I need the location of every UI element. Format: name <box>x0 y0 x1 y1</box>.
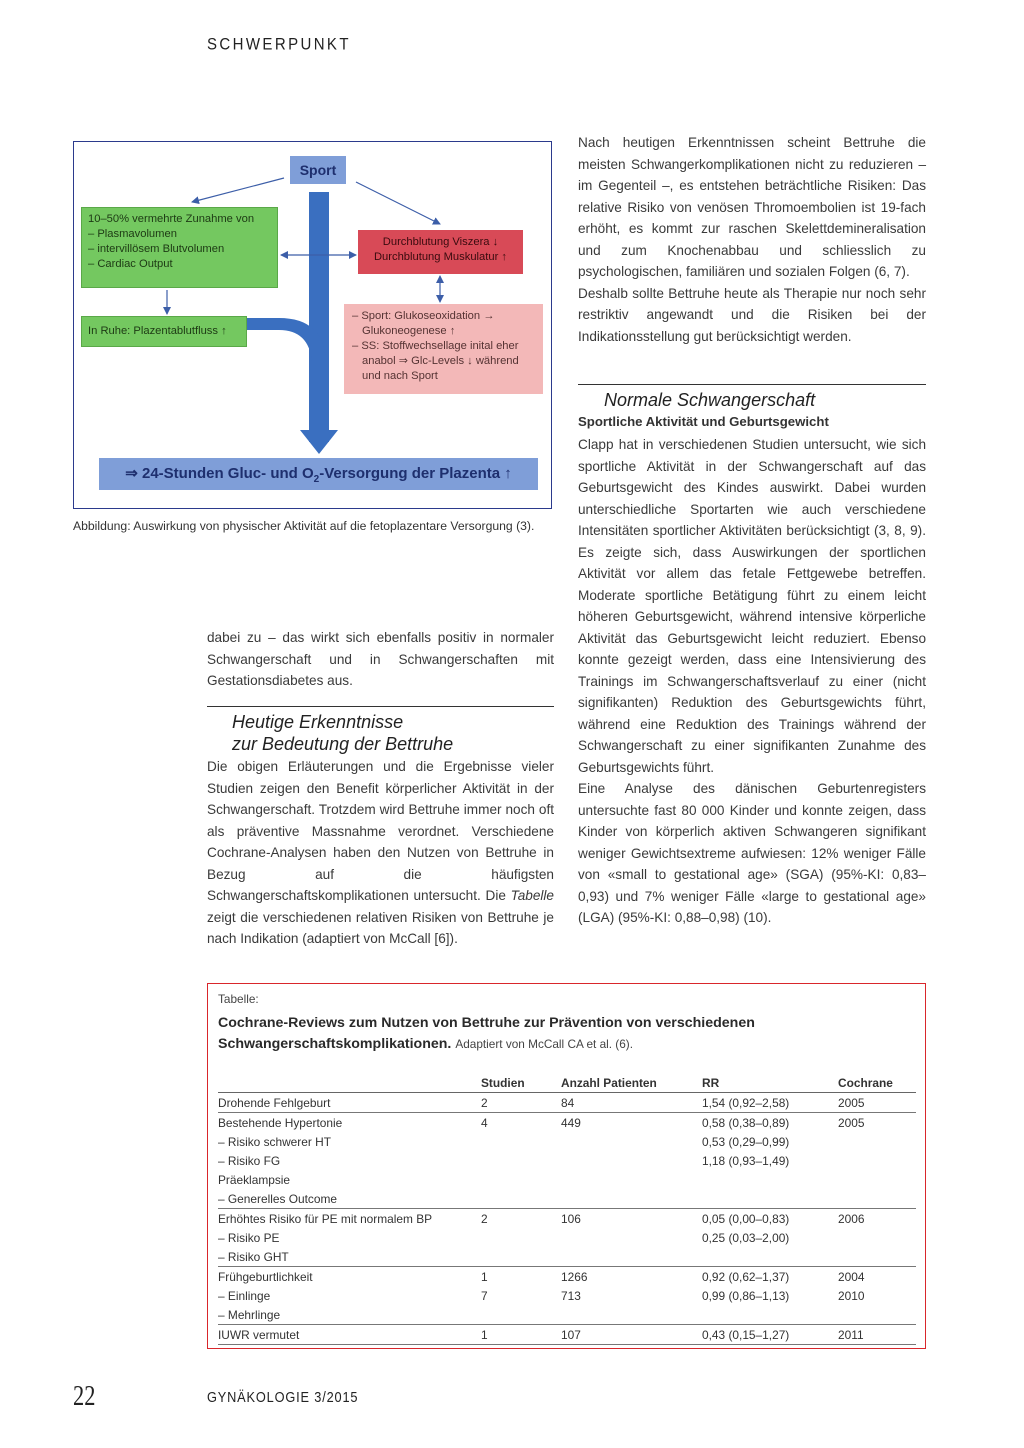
data-table <box>218 1073 916 1345</box>
right-col-top <box>578 132 926 347</box>
pink-line: Glukoneogenese ↑ <box>362 325 456 337</box>
table-row <box>218 1286 916 1305</box>
table-cell: Bestehende Hypertonie <box>218 1113 481 1133</box>
table-cell <box>702 1170 838 1189</box>
table-cell <box>561 1170 702 1189</box>
table-row <box>218 1247 916 1267</box>
table-row <box>218 1189 916 1209</box>
table-cell <box>561 1189 702 1209</box>
table-header-cell: RR <box>702 1073 838 1093</box>
table-row <box>218 1267 916 1287</box>
table-cell <box>561 1132 702 1151</box>
table-cell: 2005 <box>838 1113 916 1133</box>
table-cell <box>481 1170 561 1189</box>
table-cell: 0,99 (0,86–1,13) <box>702 1288 790 1303</box>
table-cell <box>838 1305 916 1325</box>
bottom-result-suffix: -Versorgung der Plazenta ↑ <box>319 465 512 482</box>
table-row <box>218 1325 916 1345</box>
table-row <box>218 1093 916 1113</box>
right-para-3: Clapp hat in verschiedenen Studien untersucht, wie sich sportliche Aktivität in der Schwangerschaft auf das Geburtsgewicht des Kindes auswirkt. Dabei wurden unterschiedliche Sportarten wie auch verschiedene Intensitäten sportlicher Aktivitäten berücksichtigt (3, 8, 9). Es zeigte sich, dass Auswirkungen der sportlichen Aktivität vor allem das fetale Fettgewebe betreffen. Moderate sportliche Betätigung führt zu einem leicht höheren Geburtsgewicht, während intensive körperliche Aktivität das Geburtsgewicht leicht reduziert. Ebenso konnte gezeigt werden, dass eine Intensivierung des Trainings im Schwangerschaftsverlauf zu einer (nicht signifikanten) Reduktion des Geburtsgewichts führt, während eine Reduktion des Trainings während der Schwangerschaft zu einer signifikanten Zunahme des Geburtsgewichts führt. <box>578 437 926 775</box>
table-cell: 1,18 (0,93–1,49) <box>702 1153 790 1168</box>
table-cell: 449 <box>561 1113 702 1133</box>
sport-box: Sport <box>290 156 346 184</box>
pink-line: – SS: Stoffwechsellage inital eher <box>352 340 519 352</box>
table-row <box>218 1228 916 1247</box>
table-label: Tabelle: <box>218 992 259 1006</box>
red-line-2: Durchblutung Muskulatur ↑ <box>373 251 508 263</box>
table-cell <box>838 1132 916 1151</box>
table-cell: – Risiko FG <box>218 1153 281 1168</box>
section-rubric: SCHWERPUNKT <box>207 35 351 54</box>
table-cell: 107 <box>561 1325 702 1345</box>
table-cell: 106 <box>561 1209 702 1229</box>
right-para-2: Deshalb sollte Bettruhe heute als Therapie nur noch sehr restriktiv angewandt und die Risiken bei der Indikationsstellung gut berücksichtigt werden. <box>578 285 926 344</box>
table-cell: 2 <box>481 1093 561 1113</box>
pink-line: anabol ⇒ Glc-Levels ↓ während <box>362 355 519 367</box>
table-title <box>218 1013 908 1055</box>
table-row <box>218 1209 916 1229</box>
table-cell: 2006 <box>838 1209 916 1229</box>
left-heading-line-2: zur Bedeutung der Bettruhe <box>232 734 454 754</box>
table-cell: 0,92 (0,62–1,37) <box>702 1267 838 1287</box>
right-heading-rule <box>578 384 926 385</box>
table-box <box>207 983 926 1349</box>
table-cell <box>481 1247 561 1267</box>
table-cell <box>481 1228 561 1247</box>
green-top-box <box>81 207 278 288</box>
right-heading: Normale Schwangerschaft <box>604 390 816 410</box>
table-cell <box>702 1247 838 1267</box>
bottom-result-prefix: ⇒ 24-Stunden Gluc- und O <box>125 465 314 482</box>
pink-line: – Sport: Glukoseoxidation → <box>352 310 495 322</box>
table-row <box>218 1132 916 1151</box>
figure-diagram <box>73 141 552 509</box>
table-cell: Drohende Fehlgeburt <box>218 1093 481 1113</box>
table-title-text: Cochrane-Reviews zum Nutzen von Bettruhe zur Prävention von verschiedenen Schwangerschaftskomplikationen. <box>218 1015 755 1052</box>
left-para-1-text: dabei zu – das wirkt sich ebenfalls positiv in normaler Schwangerschaft und in Schwangerschaften mit Gestationsdiabetes aus. <box>207 630 554 688</box>
table-cell: – Mehrlinge <box>218 1307 281 1322</box>
left-heading <box>232 711 552 755</box>
left-para-2 <box>207 756 554 950</box>
journal-name: GYNÄKOLOGIE 3/2015 <box>207 1389 359 1406</box>
table-cell: 1 <box>481 1267 561 1287</box>
table-cell: 1 <box>481 1325 561 1345</box>
green-bottom-box: In Ruhe: Plazentablutfluss ↑ <box>81 316 247 347</box>
green-top-item: – Cardiac Output <box>88 258 173 270</box>
table-cell: – Risiko schwerer HT <box>218 1134 331 1149</box>
table-cell <box>702 1189 838 1209</box>
table-cell: 84 <box>561 1093 702 1113</box>
table-cell: IUWR vermutet <box>218 1325 481 1345</box>
left-heading-line-1: Heutige Erkenntnisse <box>232 712 404 732</box>
table-cell: 1,54 (0,92–2,58) <box>702 1093 838 1113</box>
table-cell: 2011 <box>838 1325 916 1345</box>
right-para-1: Nach heutigen Erkenntnissen scheint Bettruhe die meisten Schwangerkomplikationen nicht zu reduzieren – im Gegenteil –, es entstehen beträchtliche Risiken: Das relative Risiko von venösen Thromoembolien ist 19-fach erhöht, es kommt zur raschen Skelettdemineralisation und zum Knochenabbau und schliesslich zu psychologischen, familiären und sozialen Folgen (6, 7). <box>578 135 926 279</box>
table-cell <box>561 1151 702 1170</box>
left-heading-rule <box>207 706 554 707</box>
left-para-1 <box>207 627 554 692</box>
table-cell: – Risiko PE <box>218 1230 280 1245</box>
table-header-cell: Anzahl Patienten <box>561 1073 702 1093</box>
green-top-item: – intervillösem Blutvolumen <box>88 243 225 255</box>
table-cell <box>702 1305 838 1325</box>
table-row <box>218 1305 916 1325</box>
table-cell: Präeklampsie <box>218 1172 291 1187</box>
table-cell <box>838 1151 916 1170</box>
green-top-item: – Plasmavolumen <box>88 228 177 240</box>
table-cell: 2010 <box>838 1288 865 1303</box>
left-para-2-b: zeigt die verschiedenen relativen Risiken von Bettruhe je nach Indikation (adaptiert von McCall [6]). <box>207 909 554 946</box>
table-cell: 2 <box>481 1209 561 1229</box>
table-cell <box>481 1189 561 1209</box>
table-cell: Frühgeburtlichkeit <box>218 1267 481 1287</box>
table-cell: 0,58 (0,38–0,89) <box>702 1113 838 1133</box>
table-cell: 0,25 (0,03–2,00) <box>702 1230 790 1245</box>
table-header-row <box>218 1073 916 1093</box>
table-row <box>218 1170 916 1189</box>
table-cell: – Generelles Outcome <box>218 1191 337 1206</box>
table-cell <box>481 1151 561 1170</box>
table-cell: 4 <box>481 1113 561 1133</box>
red-box <box>358 230 523 274</box>
table-cell <box>561 1247 702 1267</box>
table-row <box>218 1151 916 1170</box>
table-cell <box>838 1189 916 1209</box>
table-cell: 0,43 (0,15–1,27) <box>702 1325 838 1345</box>
table-cell <box>481 1132 561 1151</box>
green-top-lead: 10–50% vermehrte Zunahme von <box>88 213 255 225</box>
table-cell <box>561 1228 702 1247</box>
table-cell: 713 <box>561 1288 581 1303</box>
bottom-result-sub: 2 <box>313 474 320 485</box>
table-header-cell: Cochrane <box>838 1073 916 1093</box>
table-cell <box>838 1247 916 1267</box>
page-number: 22 <box>73 1381 96 1412</box>
pink-box <box>344 304 543 394</box>
table-cell <box>838 1228 916 1247</box>
bottom-result-bar <box>99 458 538 490</box>
right-col-bottom <box>578 434 926 929</box>
table-cell <box>481 1305 561 1325</box>
table-cell <box>838 1170 916 1189</box>
table-cell: 1266 <box>561 1267 702 1287</box>
table-cell: 2005 <box>838 1093 916 1113</box>
table-cell <box>561 1305 702 1325</box>
table-header-cell <box>218 1073 481 1093</box>
right-subheading: Sportliche Aktivität und Geburtsgewicht <box>578 414 829 429</box>
table-row <box>218 1113 916 1133</box>
red-line-1: Durchblutung Viszera ↓ <box>382 236 499 248</box>
table-cell: Erhöhtes Risiko für PE mit normalem BP <box>218 1209 481 1229</box>
pink-line: und nach Sport <box>362 370 438 382</box>
table-cell: 0,53 (0,29–0,99) <box>702 1134 790 1149</box>
table-source: Adaptiert von McCall CA et al. (6). <box>455 1037 634 1051</box>
table-cell: – Risiko GHT <box>218 1249 289 1264</box>
left-para-2-em: Tabelle <box>510 888 554 903</box>
table-cell: 7 <box>481 1288 488 1303</box>
figure-caption: Abbildung: Auswirkung von physischer Aktivität auf die fetoplazentare Versorgung (3). <box>73 519 535 533</box>
table-cell: 0,05 (0,00–0,83) <box>702 1209 838 1229</box>
left-para-2-a: Die obigen Erläuterungen und die Ergebnisse vieler Studien zeigen den Benefit körperlicher Aktivität in der Schwangerschaft. Trotzdem wird Bettruhe immer noch oft als präventive Massnahme verordnet. Verschiedene Cochrane-Analysen haben den Nutzen von Bettruhe in Bezug auf die häufigsten Schwangerschaftskomplikationen untersucht. Die <box>207 759 554 903</box>
table-cell: 2004 <box>838 1267 916 1287</box>
table-header-cell: Studien <box>481 1073 561 1093</box>
right-para-4: Eine Analyse des dänischen Geburtenregisters untersuchte fast 80 000 Kinder und konnte zeigen, dass Kinder von körperlich aktiven Schwangeren signifikant weniger Gewichtsextreme aufwiesen: 12% weniger Fälle von «small to gestational age» (SGA) (95%-KI: 0,83–0,93) und 7% weniger Fälle «large to gestational age» (LGA) (95%-KI: 0,88–0,98) (10). <box>578 781 926 925</box>
table-cell: – Einlinge <box>218 1288 271 1303</box>
